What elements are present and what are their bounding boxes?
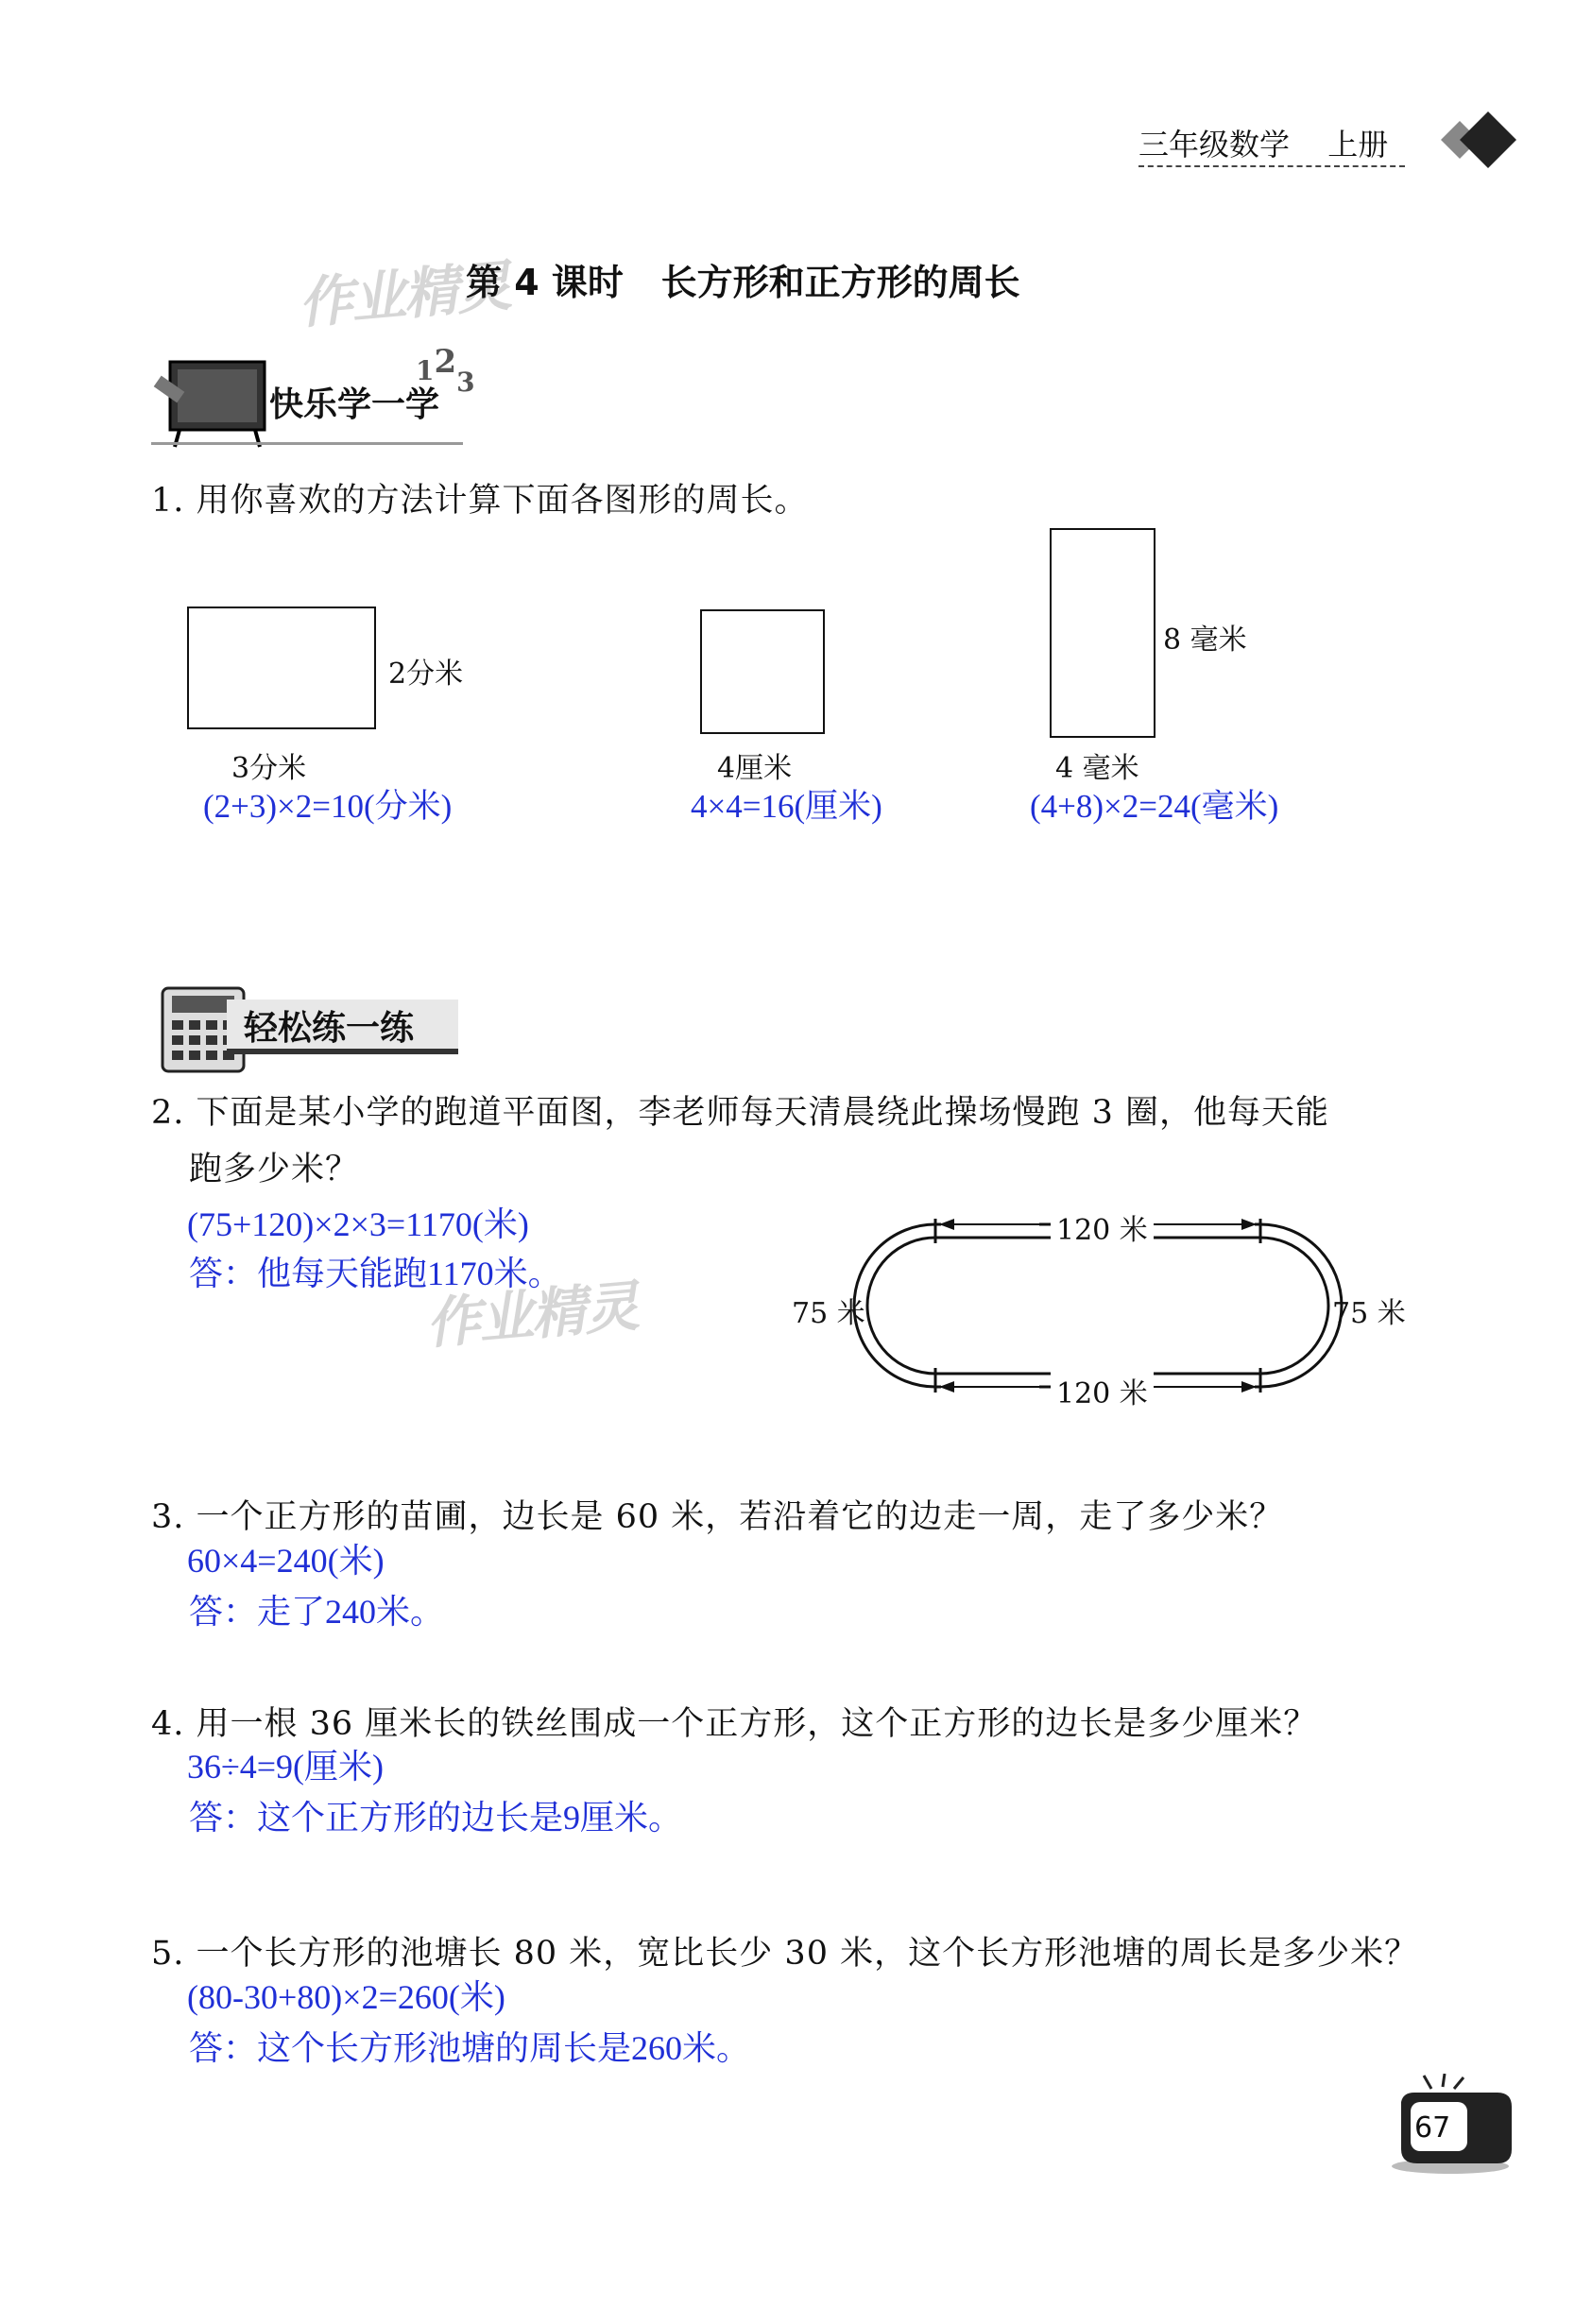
lesson-title: 第 4 课时 长方形和正方形的周长 xyxy=(466,262,1020,303)
header-book xyxy=(1138,121,1388,164)
q4-answer-line2: 答：这个正方形的边长是9厘米。 xyxy=(189,1799,683,1837)
q1-fig1-answer: (2+3)×2=10(分米) xyxy=(203,788,453,825)
q1-fig2-bottom-label: 4厘米 xyxy=(717,752,793,785)
section-learn-title: 快乐学一学 xyxy=(269,385,440,424)
q1-fig2-answer: 4×4=16(厘米) xyxy=(691,788,882,825)
q3-answer-line1: 60×4=240(米) xyxy=(187,1542,385,1580)
track-right-label: 75 米 xyxy=(1332,1297,1406,1330)
q2-prompt-line1: 2. 下面是某小学的跑道平面图，李老师每天清晨绕此操场慢跑 3 圈，他每天能 xyxy=(151,1094,1330,1132)
q1-rectangle-3 xyxy=(1050,528,1155,738)
q5-answer-line1: (80-30+80)×2=260(米) xyxy=(187,1978,505,2016)
header-diamond-icon xyxy=(1422,102,1526,178)
watermark-top: 作业精灵 xyxy=(295,253,512,336)
q1-fig1-side-label: 2分米 xyxy=(388,658,464,691)
section-learn-underline xyxy=(151,442,463,445)
header-underline xyxy=(1138,165,1405,167)
q1-prompt: 1. 用你喜欢的方法计算下面各图形的周长。 xyxy=(151,482,809,520)
q2-prompt-line2: 跑多少米？ xyxy=(189,1151,360,1188)
q1-fig3-bottom-label: 4 毫米 xyxy=(1055,752,1139,785)
q1-rectangle-1 xyxy=(187,607,376,729)
header-volume: 上册 xyxy=(1327,127,1389,162)
track-top-label: 120 米 xyxy=(1051,1206,1154,1248)
q4-answer-line1: 36÷4=9(厘米) xyxy=(187,1748,385,1786)
q5-prompt: 5. 一个长方形的池塘长 80 米，宽比长少 30 米，这个长方形池塘的周长是多少米？ xyxy=(151,1935,1419,1973)
track-bottom-label: 120 米 xyxy=(1051,1370,1154,1411)
watermark-mid: 作业精灵 xyxy=(422,1273,640,1357)
blackboard-icon xyxy=(151,354,283,449)
page-number: 67 xyxy=(1414,2111,1451,2145)
q1-fig1-bottom-label: 3分米 xyxy=(231,752,307,785)
q1-fig3-side-label: 8 毫米 xyxy=(1163,624,1247,657)
q3-answer-line2: 答：走了240米。 xyxy=(189,1593,445,1631)
q5-answer-line2: 答：这个长方形池塘的周长是260米。 xyxy=(189,2029,751,2067)
q2-answer-line1: (75+120)×2×3=1170(米) xyxy=(187,1205,529,1243)
q4-prompt: 4. 用一根 36 厘米长的铁丝围成一个正方形，这个正方形的边长是多少厘米？ xyxy=(151,1705,1318,1743)
track-left-label: 75 米 xyxy=(792,1297,865,1330)
header-book-title: 三年级数学 xyxy=(1138,127,1291,162)
q1-fig3-answer: (4+8)×2=24(毫米) xyxy=(1030,788,1279,825)
section-learn-numbers-icon: 123 xyxy=(416,343,475,398)
q2-answer-line2: 答：他每天能跑1170米。 xyxy=(189,1255,562,1292)
q3-prompt: 3. 一个正方形的苗圃，边长是 60 米，若沿着它的边走一周，走了多少米？ xyxy=(151,1498,1284,1536)
section-practice-title: 轻松练一练 xyxy=(244,1009,415,1048)
q1-square-2 xyxy=(700,609,825,734)
